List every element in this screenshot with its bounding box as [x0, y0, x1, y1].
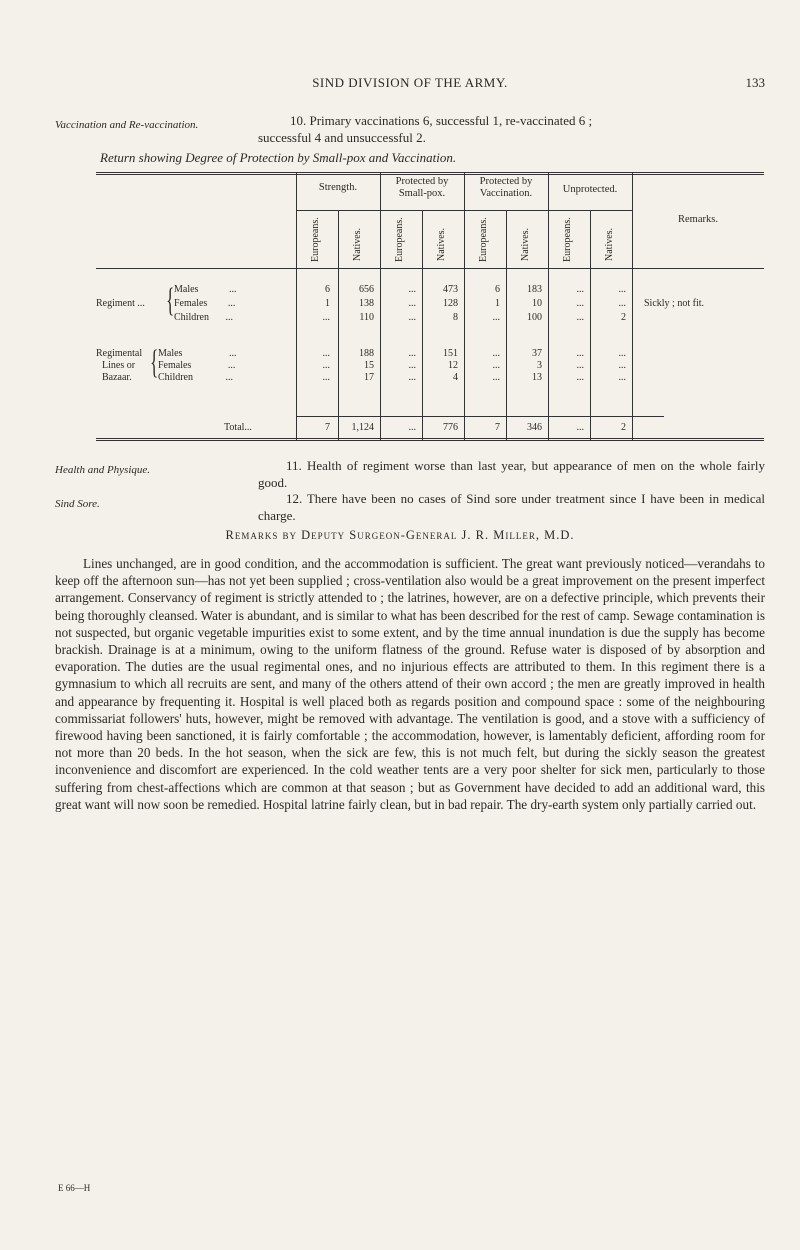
cell: 110 [359, 312, 374, 323]
cell: 3 [537, 360, 542, 371]
row-label: Males ... [158, 348, 237, 359]
row-label: Males ... [174, 284, 237, 295]
group-header-strength: Strength. [318, 182, 358, 193]
section-10-line-2: successful 4 and unsuccessful 2. [258, 130, 426, 145]
page-header [55, 75, 765, 95]
row-label: Females ... [158, 360, 236, 371]
cell: ... [408, 348, 416, 359]
cell: ... [618, 298, 626, 309]
cell: 473 [443, 284, 458, 295]
cell: 37 [532, 348, 542, 359]
section-11-text: Health of regiment worse than last year, but appearance of men on the whole fairly good. [258, 458, 766, 490]
section-12-paragraph [258, 490, 765, 524]
total-cell: 346 [527, 422, 542, 433]
cell: 1 [495, 298, 500, 309]
brace: { [166, 282, 175, 319]
col-rule [632, 172, 633, 440]
cell: 188 [359, 348, 374, 359]
section-10-number: 10. [290, 113, 307, 128]
subheader-natives: Natives. [436, 227, 447, 261]
subheader-natives: Natives. [604, 227, 615, 261]
cell: 4 [453, 372, 458, 383]
section-11-number: 11. [286, 458, 302, 473]
subheader-natives: Natives. [352, 227, 363, 261]
total-cell: ... [408, 422, 416, 433]
brace: { [150, 344, 159, 381]
margin-note-vaccination: Vaccination and Re-vaccination. [55, 119, 199, 131]
cell: ... [576, 298, 584, 309]
cell: 12 [448, 360, 458, 371]
cell: ... [618, 372, 626, 383]
cell: 17 [364, 372, 374, 383]
col-rule [422, 210, 423, 440]
subheader-europeans: Europeans. [394, 217, 405, 263]
remarks-heading: Remarks by Deputy Surgeon-General J. R. Miller, M.D. [225, 528, 575, 542]
cell: ... [618, 284, 626, 295]
cell: ... [576, 284, 584, 295]
remarks-body: Lines unchanged, are in good condition, and the accommodation is sufficient. The great want previously noticed—verandahs to keep off the afternoon sun—has not yet been supplied ; cross-ventilation also would be a great improvement on the present imperfect arrangement. Conservancy of regiment is strictly attended to ; the latrines, however, are on a defective principle, which prevents their being thoroughly cleansed. Water is abundant, and is similar to what has been described for the rest of camp. Sewage contamination is not suspected, but organic vegetable impurities exist to some extent, and by the time annual inundation is due the supply has become brackish. Drainage is at a minimum, owing to the uniform flatness of the ground. Refuse water is disposed of by absorption and evaporation. The duties are the usual regimental ones, and no injurious effects are attributed to them. In this regiment there is a gymnasium to which all recruits are sent, and many of the others attend of their own accord ; the men are greatly improved in health and appearance by frequenting it. Hospital is well placed both as regards position and compound space : some of the neighbouring commissariat followers' huts, however, might be removed with advantage. The ventilation is good, and a stove with a sufficiency of firewood having been sanctioned, it is fairly comfortable ; the accommodation, however, is lamentably deficient, affording room for not more than 20 beds. In the hot season, when the sick are few, this is not much felt, but during the sickly season the greatest inconvenience and discomfort are experienced. In the cold weather tents are a very poor shelter for sick men, particularly to those suffering from chest-affections which are common at that season ; but as Government have decided to add an additional ward, this great want will now soon be remedied. Hospital latrine fairly clean, but in bad repair. The dry-earth system only partially carried out. [55, 556, 765, 812]
cell: ... [408, 298, 416, 309]
protection-table [96, 172, 764, 440]
header-bottom-rule [96, 268, 764, 269]
cell: ... [492, 312, 500, 323]
cell: 15 [364, 360, 374, 371]
margin-note-sind-sore: Sind Sore. [55, 498, 100, 510]
cell: 1 [325, 298, 330, 309]
col-rule [338, 210, 339, 440]
cell: ... [322, 360, 330, 371]
total-cell: 7 [495, 422, 500, 433]
cell: 2 [621, 312, 626, 323]
footer-signature: E 66—H [58, 1183, 91, 1193]
total-top-rule [296, 416, 664, 417]
remark-cell: Sickly ; not fit. [644, 298, 704, 309]
cell: 138 [359, 298, 374, 309]
margin-note-health: Health and Physique. [55, 464, 151, 476]
cell: ... [492, 348, 500, 359]
page-number: 133 [745, 75, 765, 90]
cell: 151 [443, 348, 458, 359]
cell: 656 [359, 284, 374, 295]
group-header-unprotected: Unprotected. [562, 184, 618, 195]
cell: ... [492, 360, 500, 371]
cell: 100 [527, 312, 542, 323]
total-cell: 7 [325, 422, 330, 433]
table-top-rule-double [96, 174, 764, 175]
cell: 183 [527, 284, 542, 295]
subheader-europeans: Europeans. [478, 217, 489, 263]
row-label: Children ... [158, 372, 233, 383]
total-cell: ... [576, 422, 584, 433]
table-bottom-rule [96, 438, 764, 439]
total-cell: 776 [443, 422, 458, 433]
cell: ... [576, 312, 584, 323]
cell: 128 [443, 298, 458, 309]
cell: ... [322, 312, 330, 323]
cell: 10 [532, 298, 542, 309]
section-10-text-1: Primary vaccinations 6, successful 1, re-vaccinated 6 ; [309, 113, 593, 128]
cell: ... [408, 312, 416, 323]
row-label: Females ... [174, 298, 236, 309]
cell: 13 [532, 372, 542, 383]
remarks-column-header: Remarks. [678, 214, 718, 225]
cell: ... [576, 348, 584, 359]
total-cell: 1,124 [351, 422, 374, 433]
group-header-vaccination: Protected by Vaccination. [479, 176, 533, 199]
subheader-europeans: Europeans. [310, 217, 321, 263]
total-label: Total... [224, 422, 252, 433]
total-cell: 2 [621, 422, 626, 433]
section-label-lines-or: Lines or [102, 360, 136, 371]
subheader-natives: Natives. [520, 227, 531, 261]
subheader-europeans: Europeans. [562, 217, 573, 263]
table-bottom-rule-double [96, 440, 764, 441]
cell: 6 [325, 284, 330, 295]
running-title: SIND DIVISION OF THE ARMY. [312, 75, 508, 90]
cell: 6 [495, 284, 500, 295]
cell: ... [408, 284, 416, 295]
cell: 8 [453, 312, 458, 323]
section-10-line-1 [290, 112, 765, 129]
col-rule [590, 210, 591, 440]
section-label-regiment: Regiment ... [96, 298, 145, 309]
table-title: Return showing Degree of Protection by Small-pox and Vaccination. [100, 150, 457, 165]
row-label: Children ... [174, 312, 233, 323]
section-12-text: There have been no cases of Sind sore under treatment since I have been in medical charge. [258, 491, 766, 523]
cell: ... [576, 360, 584, 371]
col-rule [506, 210, 507, 440]
section-label-regimental: Regimental [96, 348, 143, 359]
cell: ... [576, 372, 584, 383]
cell: ... [618, 360, 626, 371]
cell: ... [408, 372, 416, 383]
section-12-number: 12. [286, 491, 303, 506]
cell: ... [322, 372, 330, 383]
cell: ... [322, 348, 330, 359]
table-top-rule [96, 172, 764, 173]
cell: ... [492, 372, 500, 383]
cell: ... [618, 348, 626, 359]
section-11-paragraph [258, 457, 765, 491]
group-header-smallpox: Protected by Small-pox. [395, 176, 449, 199]
cell: ... [408, 360, 416, 371]
section-label-bazaar: Bazaar. [102, 372, 132, 383]
